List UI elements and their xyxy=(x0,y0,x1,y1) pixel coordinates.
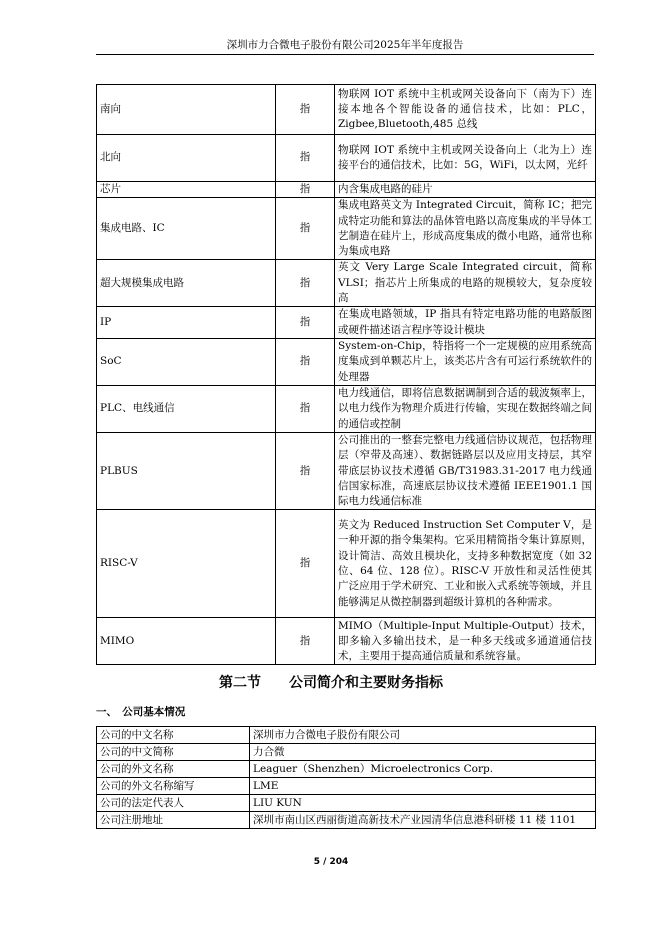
info-value: Leaguer（Shenzhen）Microelectronics Corp. xyxy=(250,761,596,778)
table-row xyxy=(97,812,596,829)
table-row xyxy=(97,182,596,198)
info-key: 公司的中文简称 xyxy=(97,744,250,761)
term-cell: PLC、电线通信 xyxy=(97,385,276,432)
definitions-table xyxy=(96,84,596,665)
info-value: 深圳市南山区西丽街道高新技术产业园清华信息港科研楼 11 楼 1101 xyxy=(250,812,596,829)
refers-cell: 指 xyxy=(276,618,335,665)
refers-cell: 指 xyxy=(276,260,335,307)
table-row xyxy=(97,795,596,812)
table-row xyxy=(97,338,596,385)
table-row xyxy=(97,85,596,135)
refers-cell: 指 xyxy=(276,135,335,182)
description-cell: 内含集成电路的硅片 xyxy=(335,182,596,198)
info-key: 公司的法定代表人 xyxy=(97,795,250,812)
term-cell: 北向 xyxy=(97,135,276,182)
table-row xyxy=(97,385,596,432)
term-cell: PLBUS xyxy=(97,432,276,509)
table-row xyxy=(97,778,596,795)
refers-cell: 指 xyxy=(276,198,335,260)
table-row xyxy=(97,727,596,744)
refers-cell: 指 xyxy=(276,432,335,509)
term-cell: 芯片 xyxy=(97,182,276,198)
description-cell: 电力线通信，即将信息数据调制到合适的载波频率上，以电力线作为物理介质进行传输，实现在数据终端之间的通信或控制 xyxy=(335,385,596,432)
term-cell: MIMO xyxy=(97,618,276,665)
refers-cell: 指 xyxy=(276,307,335,339)
description-cell: 公司推出的一整套完整电力线通信协议规范，包括物理层（窄带及高速）、数据链路层以及应用支持层，其窄带底层协议技术遵循 GB/T31983.31-2017 电力线通信国家标准，高速底层协议技术遵循 IEEE1901.1 国际电力线通信标准 xyxy=(335,432,596,509)
table-row xyxy=(97,260,596,307)
refers-cell: 指 xyxy=(276,385,335,432)
table-row xyxy=(97,761,596,778)
info-value: LME xyxy=(250,778,596,795)
description-cell: 英文为 Reduced Instruction Set Computer V，是一种开源的指令集架构。它采用精简指令集计算原则，设计简洁、高效且模块化，支持多种数据宽度（如 32 位、64 位、128 位）。RISC-V 开放性和灵活性使其广泛应用于学术研究、工业和嵌入式系统等领域，并且能够满足从微控制器到超级计算机的各种需求。 xyxy=(335,510,596,618)
table-row xyxy=(97,744,596,761)
info-key: 公司的外文名称 xyxy=(97,761,250,778)
table-row xyxy=(97,198,596,260)
info-key: 公司注册地址 xyxy=(97,812,250,829)
table-row xyxy=(97,510,596,618)
description-cell: 在集成电路领域，IP 指具有特定电路功能的电路版图或硬件描述语言程序等设计模块 xyxy=(335,307,596,339)
table-row xyxy=(97,307,596,339)
refers-cell: 指 xyxy=(276,338,335,385)
description-cell: System-on-Chip，特指将一个一定规模的应用系统高度集成到单颗芯片上，该类芯片含有可运行系统软件的处理器 xyxy=(335,338,596,385)
description-cell: 物联网 IOT 系统中主机或网关设备向下（南为下）连接本地各个智能设备的通信技术，比如：PLC，Zigbee,Bluetooth,485 总线 xyxy=(335,85,596,135)
description-cell: MIMO（Multiple-Input Multiple-Output）技术，即多输入多输出技术，是一种多天线或多通道通信技术，主要用于提高通信质量和系统容量。 xyxy=(335,618,596,665)
table-row xyxy=(97,618,596,665)
refers-cell: 指 xyxy=(276,182,335,198)
info-key: 公司的外文名称缩写 xyxy=(97,778,250,795)
refers-cell: 指 xyxy=(276,85,335,135)
table-row xyxy=(97,135,596,182)
company-info-table xyxy=(96,726,596,829)
info-value: 深圳市力合微电子股份有限公司 xyxy=(250,727,596,744)
term-cell: IP xyxy=(97,307,276,339)
term-cell: 集成电路、IC xyxy=(97,198,276,260)
description-cell: 集成电路英文为 Integrated Circuit，简称 IC；把完成特定功能和算法的晶体管电路以高度集成的半导体工艺制造在硅片上，形成高度集成的微小电路，通常也称为集成电路 xyxy=(335,198,596,260)
term-cell: RISC-V xyxy=(97,510,276,618)
description-cell: 英文 Very Large Scale Integrated circuit，简称 VLSI；指芯片上所集成的电路的规模较大，复杂度较高 xyxy=(335,260,596,307)
info-value: 力合微 xyxy=(250,744,596,761)
refers-cell: 指 xyxy=(276,510,335,618)
description-cell: 物联网 IOT 系统中主机或网关设备向上（北为上）连接平台的通信技术，比如：5G，WiFi，以太网，光纤 xyxy=(335,135,596,182)
section-title: 第二节 公司简介和主要财务指标 xyxy=(219,675,443,691)
page-number: 5 / 204 xyxy=(313,857,349,867)
term-cell: SoC xyxy=(97,338,276,385)
info-key: 公司的中文名称 xyxy=(97,727,250,744)
report-header: 深圳市力合微电子股份有限公司2025年半年度报告 xyxy=(96,36,594,55)
term-cell: 南向 xyxy=(97,85,276,135)
table-row xyxy=(97,432,596,509)
info-value: LIU KUN xyxy=(250,795,596,812)
term-cell: 超大规模集成电路 xyxy=(97,260,276,307)
subsection-title: 一、 公司基本情况 xyxy=(96,706,186,718)
